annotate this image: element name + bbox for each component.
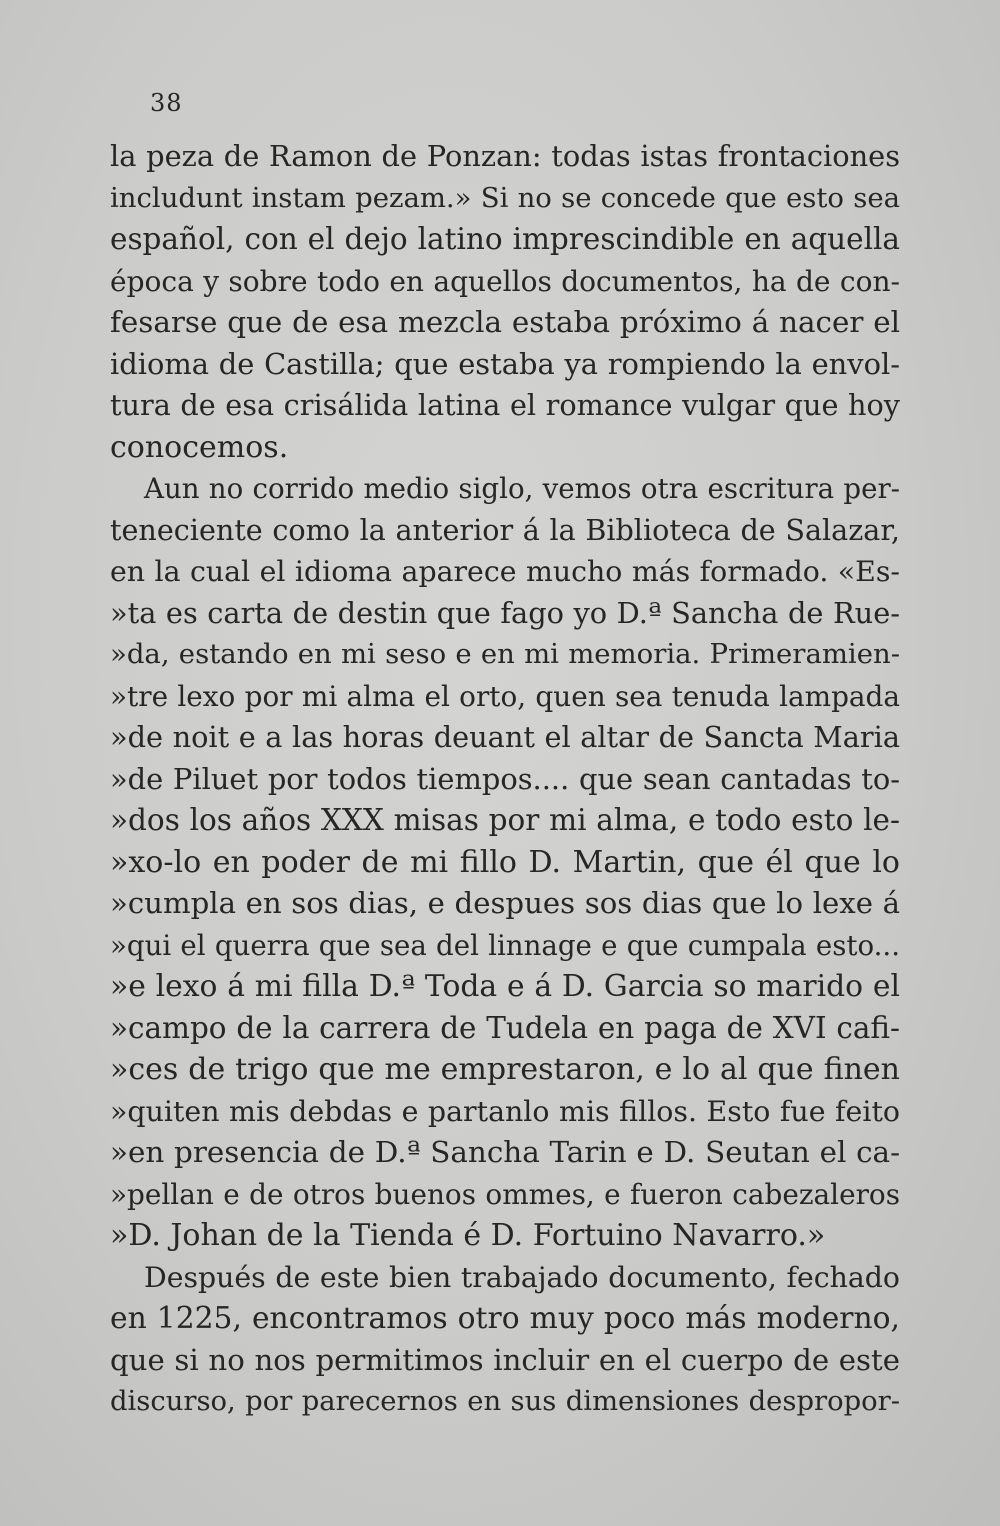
- text-line: época y sobre todo en aquellos documentos, ha de con-: [110, 264, 900, 298]
- paragraph-1: [110, 136, 900, 468]
- text-line: discurso, por parecernos en sus dimensiones despropor-: [110, 1386, 900, 1417]
- text-line: la peza de Ramon de Ponzan: todas istas frontaciones: [110, 139, 900, 173]
- text-line: »e lexo á mi filla D.ª Toda e á D. Garcia so marido el: [110, 969, 900, 1004]
- text-line: idioma de Castilla; que estaba ya rompiendo la envol-: [110, 346, 900, 381]
- text-line: español, con el dejo latino imprescindible en aquella: [110, 222, 900, 256]
- page-number: 38: [150, 89, 183, 117]
- text-line: »tre lexo por mi alma el orto, quen sea tenuda lampada: [110, 679, 900, 713]
- text-line: »campo de la carrera de Tudela en paga de XVI cafi-: [110, 1010, 900, 1045]
- text-line: »de Piluet por todos tiempos.... que sean cantadas to-: [110, 761, 900, 796]
- text-line: »en presencia de D.ª Sancha Tarin e D. Seutan el ca-: [110, 1135, 900, 1169]
- text-line: »dos los años XXX misas por mi alma, e todo esto le-: [110, 803, 900, 837]
- text-line: en 1225, encontramos otro muy poco más moderno,: [110, 1301, 900, 1336]
- text-line: »quiten mis debdas e partanlo mis fillos. Esto fue feito: [110, 1094, 900, 1128]
- text-line: Después de este bien trabajado documento, fechado: [144, 1260, 900, 1294]
- text-line: »ces de trigo que me emprestaron, e lo al que finen: [110, 1052, 900, 1087]
- text-line: Aun no corrido medio siglo, vemos otra escritura per-: [144, 472, 900, 505]
- text-line: »D. Johan de la Tienda é D. Fortuino Navarro.»: [110, 1218, 826, 1253]
- text-line: »cumpla en sos dias, e despues sos dias que lo lexe á: [110, 886, 900, 920]
- text-line: »xo-lo en poder de mi fillo D. Martin, que él que lo: [110, 844, 900, 880]
- text-line: fesarse que de esa mezcla estaba próximo á nacer el: [110, 305, 900, 339]
- text-line: »da, estando en mi seso e en mi memoria. Primeramien-: [110, 638, 900, 670]
- text-line: en la cual el idioma aparece mucho más formado. «Es-: [110, 555, 900, 588]
- text-line: teneciente como la anterior á la Biblioteca de Salazar,: [110, 512, 900, 547]
- text-line: »qui el querra que sea del linnage e que cumpala esto...: [110, 928, 900, 962]
- body-text: [110, 136, 900, 1423]
- paragraph-3: [110, 1257, 900, 1423]
- paragraph-2: [110, 468, 900, 1257]
- text-line: »ta es carta de destin que fago yo D.ª Sancha de Rue-: [110, 595, 900, 630]
- text-line: que si no nos permitimos incluir en el cuerpo de este: [110, 1342, 900, 1377]
- text-line: »pellan e de otros buenos ommes, e fueron cabezaleros: [110, 1177, 900, 1211]
- text-line: includunt instam pezam.» Si no se concede que esto sea: [110, 181, 900, 214]
- text-line: conocemos.: [110, 429, 289, 465]
- text-line: »de noit e a las horas deuant el altar de Sancta Maria: [110, 720, 900, 754]
- text-line: tura de esa crisálida latina el romance vulgar que hoy: [110, 388, 900, 422]
